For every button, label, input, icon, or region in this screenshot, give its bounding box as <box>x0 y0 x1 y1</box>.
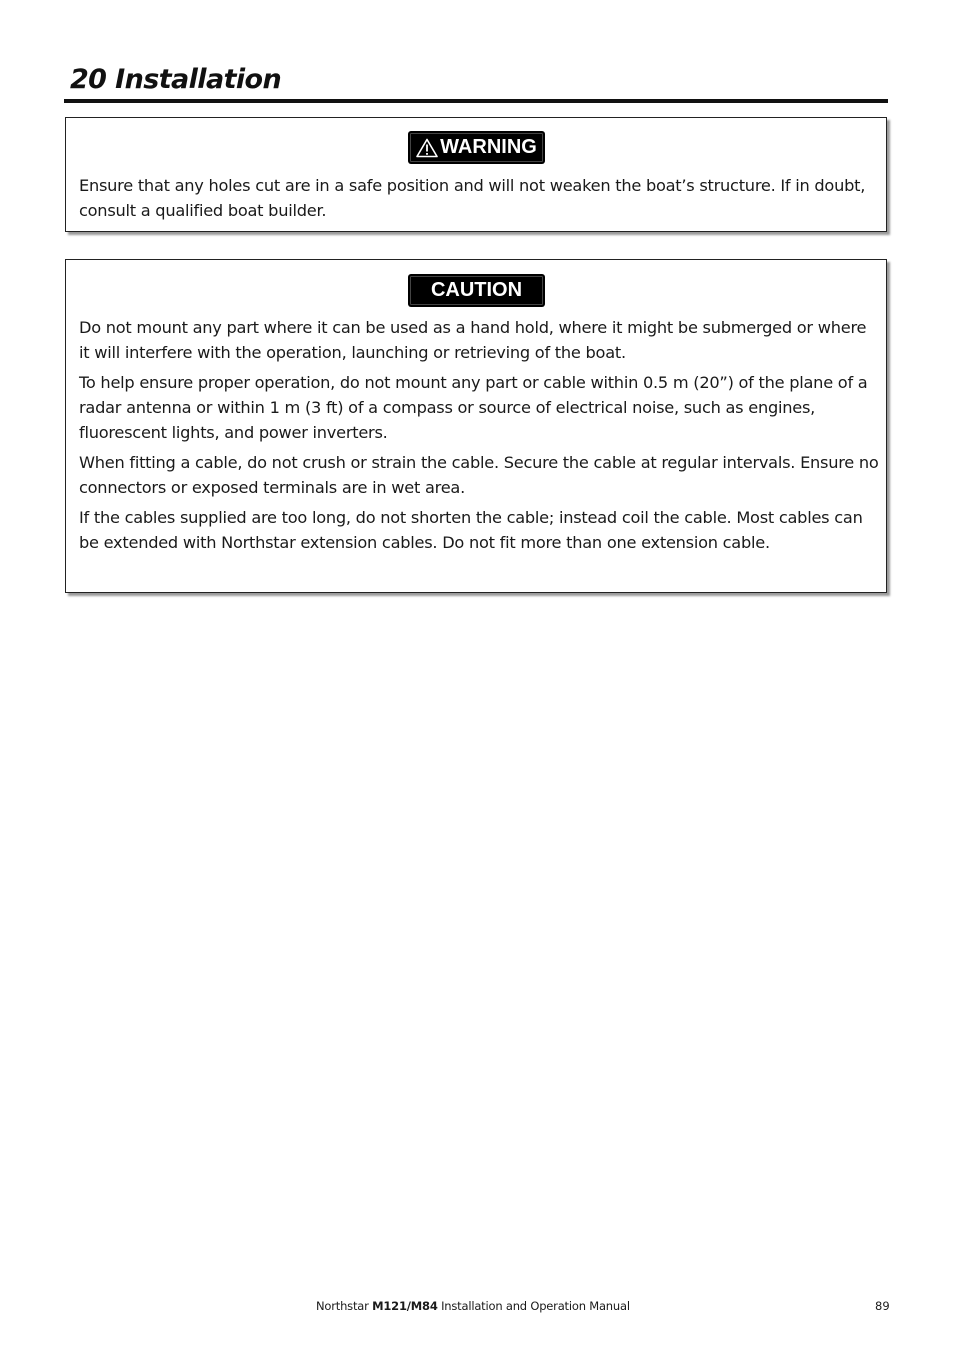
warning-badge <box>408 131 545 164</box>
warning-box <box>65 117 887 232</box>
footer-model-separator: / <box>406 1299 411 1313</box>
footer-model: M121 <box>372 1299 407 1313</box>
caution-label: CAUTION <box>430 279 523 301</box>
footer-model-2: M84 <box>410 1299 438 1313</box>
section-title: 20 Installation <box>70 64 282 95</box>
warning-text-block <box>79 173 879 228</box>
footer-manual-title <box>316 1299 630 1313</box>
caution-paragraph: If the cables supplied are too long, do not shorten the cable; instead coil the cable. Most cables can be extended with Northstar extension cables. Do not fit more than one extension cable. <box>79 508 863 552</box>
title-rule <box>64 99 888 103</box>
caution-box <box>65 259 887 593</box>
caution-text-block <box>79 315 879 560</box>
warning-triangle-icon <box>416 138 438 158</box>
footer-manual-name: Installation and Operation Manual <box>441 1299 630 1313</box>
caution-badge <box>408 274 545 307</box>
caution-paragraph: To help ensure proper operation, do not mount any part or cable within 0.5 m (20”) of the plane of a radar antenna or within 1 m (3 ft) of a compass or source of electrical noise, such as engines, fluorescent lights, and power inverters. <box>79 373 868 442</box>
warning-label: WARNING <box>440 136 537 158</box>
footer-brand: Northstar <box>316 1299 369 1313</box>
caution-paragraph: When fitting a cable, do not crush or strain the cable. Secure the cable at regular intervals. Ensure no connectors or exposed terminals are in wet area. <box>79 453 879 497</box>
caution-paragraph: Do not mount any part where it can be used as a hand hold, where it might be submerged or where it will interfere with the operation, launching or retrieving of the boat. <box>79 318 867 362</box>
warning-text: Ensure that any holes cut are in a safe position and will not weaken the boat’s structure. If in doubt, consult a qualified boat builder. <box>79 176 866 220</box>
page-number: 89 <box>875 1299 890 1313</box>
